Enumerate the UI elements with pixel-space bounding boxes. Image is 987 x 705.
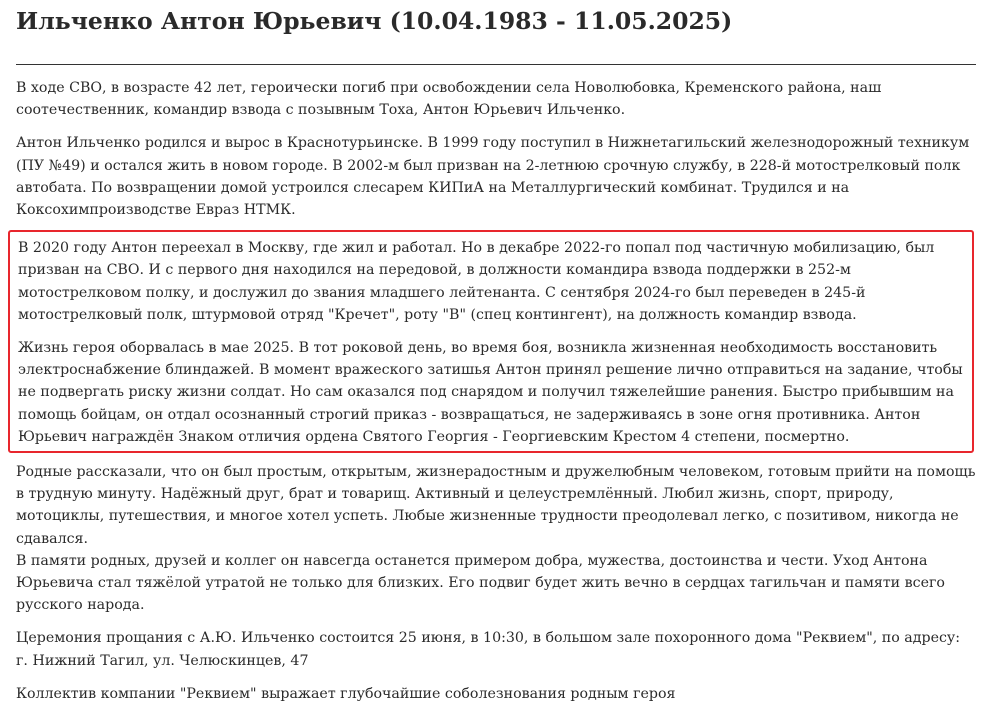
title-divider	[16, 64, 976, 65]
paragraph-personality: Родные рассказали, что он был простым, открытым, жизнерадостным и дружелюбным человеком, готовым прийти на помощь в трудную минуту. Надёжный друг, брат и товарищ. Активный и целеустремлённый. Любил жизнь, спорт, природу, мотоциклы, путешествия, и многое хотел успеть. Любые жизненные трудности преодолевал легко, с позитивом, никогда не сдавался.	[16, 464, 976, 547]
page-title: Ильченко Антон Юрьевич (10.04.1983 - 11.05.2025)	[16, 7, 733, 35]
paragraph-service: В 2020 году Антон переехал в Москву, где жил и работал. Но в декабре 2022-го попал под частичную мобилизацию, был призван на СВО. И с первого дня находился на передовой, в должности командира взвода поддержки в 252-м мотострелковом полку, и дослужил до звания младшего лейтенанта. С сентября 2024-го был переведен в 245-й мотострелковый полк, штурмовой отряд "Кречет", роту "В" (спец контингент), на должность командир взвода.	[18, 240, 935, 323]
paragraph-condolences: Коллектив компании "Реквием" выражает глубочайшие соболезнования родным героя	[16, 685, 676, 702]
paragraph-death: Жизнь героя оборвалась в мае 2025. В тот роковой день, во время боя, возникла жизненная необходимость восстановить электроснабжение блиндажей. В момент вражеского затишья Антон принял решение лично отправиться на задание, чтобы не подвергать риску жизни солдат. Но сам оказался под снарядом и получил тяжелейшие ранения. Быстро прибывшим на помощь бойцам, он отдал осознанный строгий приказ - возвращаться, не задерживаясь в зоне огня противника. Антон Юрьевич награждён Знаком отличия ордена Святого Георгия - Георгиевским Крестом 4 степени, посмертно.	[18, 340, 963, 445]
article-page	[16, 0, 976, 705]
highlighted-section	[8, 230, 974, 453]
paragraph-memory: В памяти родных, друзей и коллег он навсегда останется примером добра, мужества, достоинства и чести. Уход Антона Юрьевича стал тяжёлой утратой не только для близких. Его подвиг будет жить вечно в сердцах тагильчан и памяти всего русского народа.	[16, 552, 945, 614]
paragraph-biography: Антон Ильченко родился и вырос в Краснотурьинске. В 1999 году поступил в Нижнетагильский железнодорожный техникум (ПУ №49) и остался жить в новом городе. В 2002-м был призван на 2-летнюю срочную службу, в 228-й мотострелковый полк автобата. По возвращении домой устроился слесарем КИПиА на Металлургический комбинат. Трудился и на Коксохимпроизводстве Евраз НТМК.	[16, 135, 970, 219]
paragraph-ceremony: Церемония прощания с А.Ю. Ильченко состоится 25 июня, в 10:30, в большом зале похоронного дома "Реквием", по адресу: г. Нижний Тагил, ул. Челюскинцев, 47	[16, 630, 961, 669]
paragraph-intro: В ходе СВО, в возрасте 42 лет, героически погиб при освобождении села Новолюбовка, Кременского района, наш соотечественник, командир взвода с позывным Тоха, Антон Юрьевич Ильченко.	[16, 80, 882, 119]
